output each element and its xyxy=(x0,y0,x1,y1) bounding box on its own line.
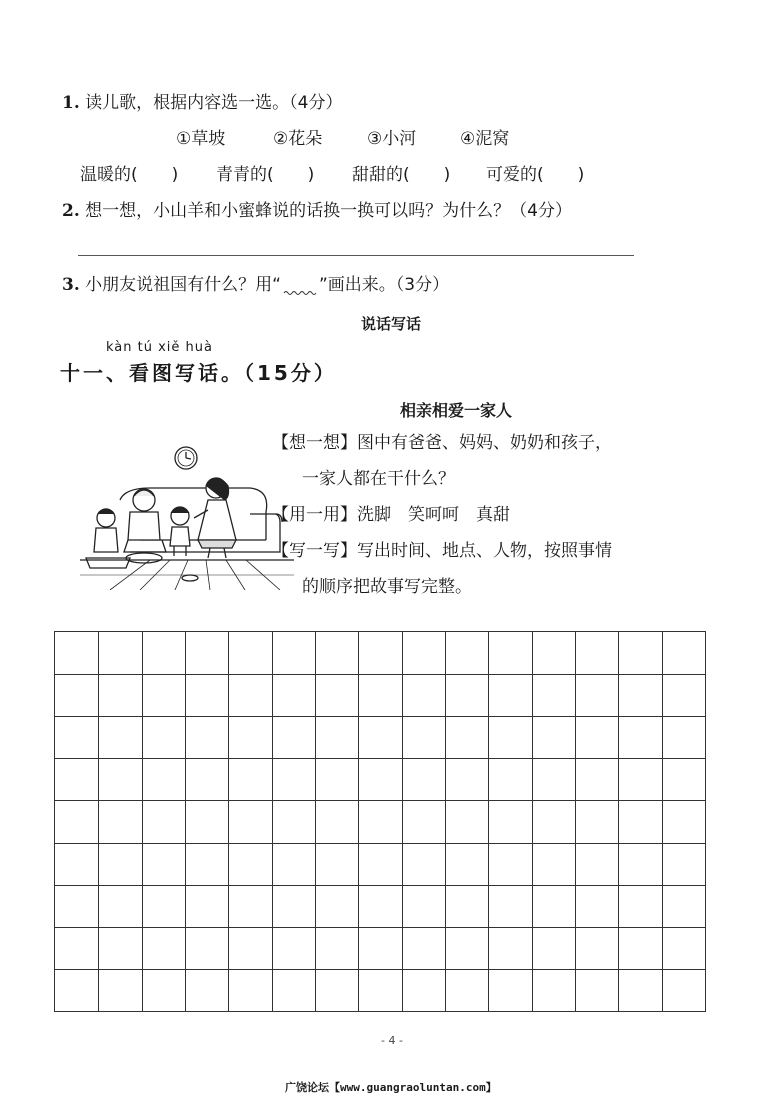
write-line-2: 的顺序把故事写完整。 xyxy=(302,577,472,597)
grid-column-line xyxy=(315,632,316,1011)
question-1 xyxy=(62,88,342,113)
blank-2[interactable]: 青青的( ) xyxy=(216,165,315,185)
grid-column-line xyxy=(402,632,403,1011)
family-illustration xyxy=(80,440,294,590)
grid-row-line xyxy=(55,969,705,970)
grid-column-line xyxy=(228,632,229,1011)
grid-row-line xyxy=(55,800,705,801)
section-heading: 说话写话 xyxy=(361,315,422,333)
grid-column-line xyxy=(98,632,99,1011)
question-text: 读儿歌，根据内容选一选。（4分） xyxy=(85,93,343,113)
question-number: 1. xyxy=(62,93,80,113)
option-4: ④泥窝 xyxy=(460,129,510,149)
grid-row-line xyxy=(55,716,705,717)
write-text: 写出时间、地点、人物，按照事情 xyxy=(357,541,612,561)
think-label: 【想一想】 xyxy=(272,433,357,453)
story-title: 相亲相爱一家人 xyxy=(400,401,513,420)
use-words: 洗脚 笑呵呵 真甜 xyxy=(357,505,510,525)
footer xyxy=(285,1079,497,1095)
write-label: 【写一写】 xyxy=(272,541,357,561)
question-number: 3. xyxy=(62,275,80,295)
grid-row-line xyxy=(55,927,705,928)
question-text-before: 小朋友说祖国有什么？用“ xyxy=(85,275,281,295)
grid-column-line xyxy=(445,632,446,1011)
grid-column-line xyxy=(532,632,533,1011)
question-3 xyxy=(62,270,449,295)
section-title: 十一、看图写话。（15分） xyxy=(60,361,337,385)
question-2 xyxy=(62,196,572,221)
option-2: ②花朵 xyxy=(273,129,323,149)
write-line-1 xyxy=(272,533,612,569)
footer-close: 】 xyxy=(485,1081,497,1094)
grid-column-line xyxy=(662,632,663,1011)
grid-column-line xyxy=(488,632,489,1011)
answer-line[interactable] xyxy=(78,255,634,256)
grid-row-line xyxy=(55,758,705,759)
grid-row-line xyxy=(55,885,705,886)
blank-3[interactable]: 甜甜的( ) xyxy=(352,165,451,185)
question-text: 想一想，小山羊和小蜜蜂说的话换一换可以吗？为什么？（4分） xyxy=(85,201,572,221)
grid-column-line xyxy=(272,632,273,1011)
use-label: 【用一用】 xyxy=(272,505,357,525)
grid-column-line xyxy=(358,632,359,1011)
option-3: ③小河 xyxy=(367,129,417,149)
wavy-underline-icon xyxy=(281,275,319,295)
think-line-2: 一家人都在干什么？ xyxy=(302,469,455,489)
grid-column-line xyxy=(142,632,143,1011)
footer-url[interactable]: www.guangraoluntan.com xyxy=(340,1081,486,1094)
use-line xyxy=(272,497,510,533)
pinyin-annotation: kàn tú xiě huà xyxy=(106,340,213,355)
clock-icon xyxy=(175,447,197,469)
grid-column-line xyxy=(185,632,186,1011)
option-1: ①草坡 xyxy=(176,129,226,149)
page-number: - 4 - xyxy=(381,1034,403,1047)
grid-column-line xyxy=(575,632,576,1011)
writing-grid[interactable] xyxy=(54,631,706,1012)
grid-row-line xyxy=(55,843,705,844)
think-line-1 xyxy=(272,425,612,461)
grid-column-line xyxy=(618,632,619,1011)
footer-site: 广饶论坛【 xyxy=(285,1081,340,1094)
grid-row-line xyxy=(55,674,705,675)
blank-4[interactable]: 可爱的( ) xyxy=(486,165,585,185)
question-number: 2. xyxy=(62,201,80,221)
blank-1[interactable]: 温暖的( ) xyxy=(80,165,179,185)
question-text-after: ”画出来。（3分） xyxy=(318,275,450,295)
think-text: 图中有爸爸、妈妈、奶奶和孩子， xyxy=(357,433,612,453)
